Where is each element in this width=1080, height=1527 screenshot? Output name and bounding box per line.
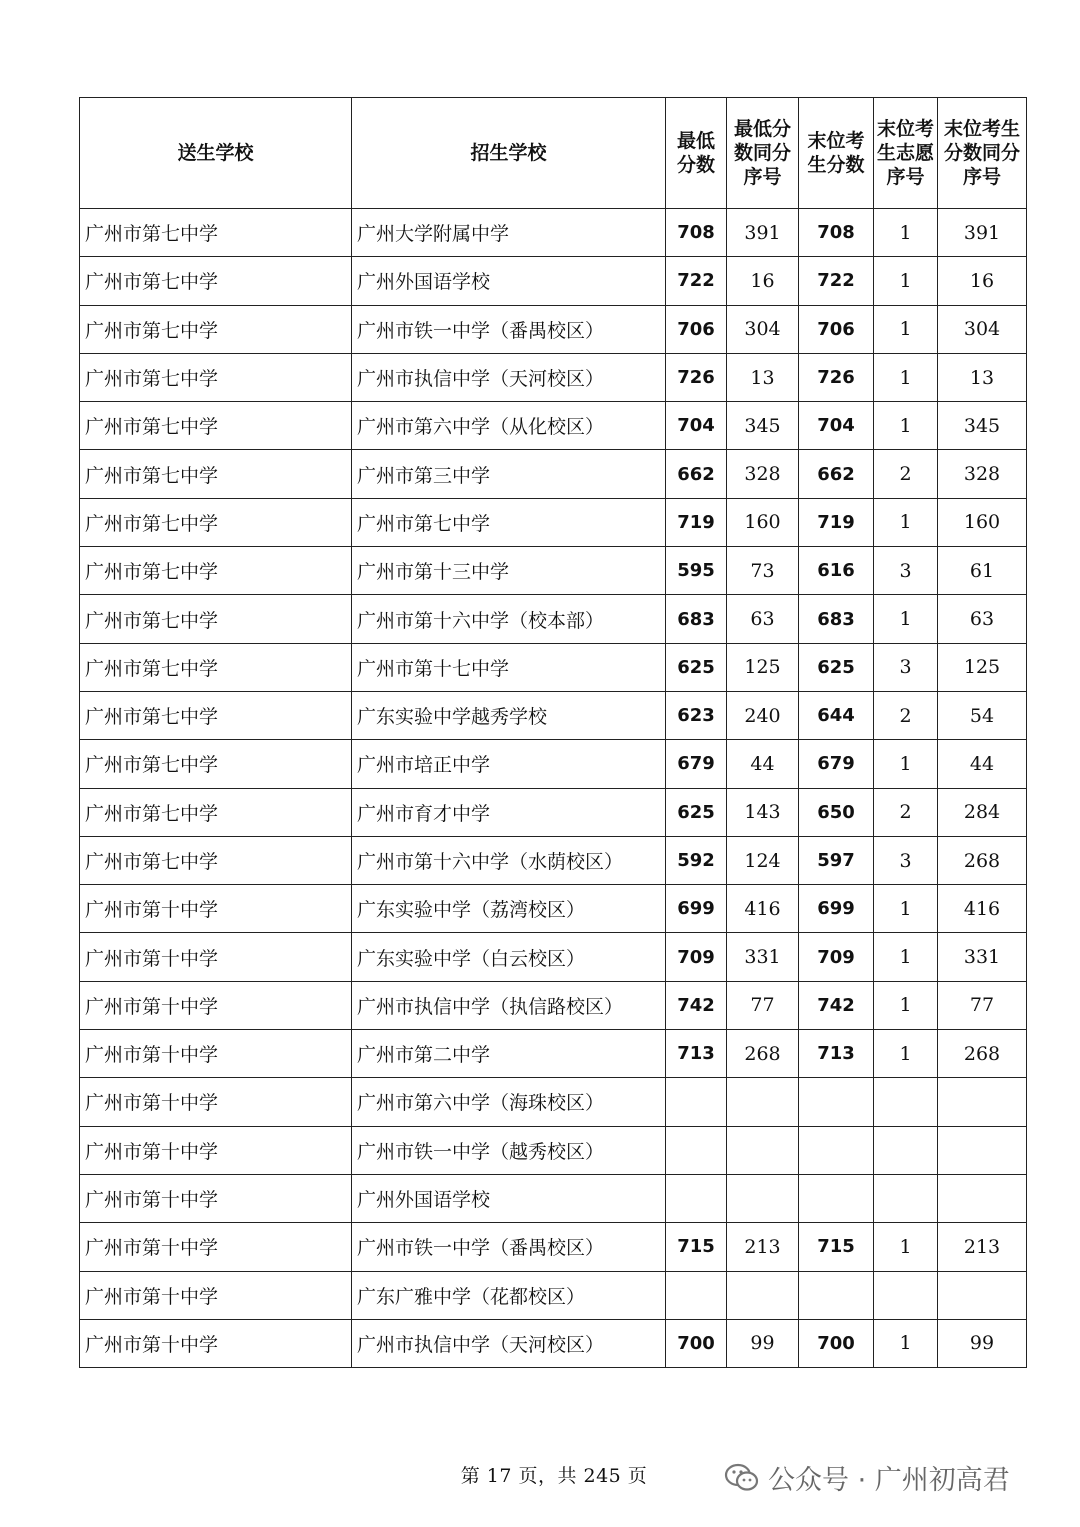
cell-sending-school: 广州市第七中学 bbox=[80, 836, 352, 884]
cell-last-score-rank: 268 bbox=[938, 836, 1027, 884]
cell-last-choice-order: 1 bbox=[874, 209, 938, 257]
cell-last-score-rank: 268 bbox=[938, 1030, 1027, 1078]
cell-min-score-rank bbox=[727, 1174, 799, 1222]
table-row bbox=[80, 1319, 1027, 1367]
cell-admitting-school: 广州外国语学校 bbox=[352, 1174, 666, 1222]
cell-last-score: 679 bbox=[799, 740, 874, 788]
cell-sending-school: 广州市第七中学 bbox=[80, 498, 352, 546]
watermark bbox=[724, 1458, 1010, 1497]
header-last-score: 末位考生分数 bbox=[799, 98, 874, 209]
cell-min-score: 706 bbox=[666, 305, 727, 353]
cell-min-score: 679 bbox=[666, 740, 727, 788]
cell-admitting-school: 广州市铁一中学（越秀校区） bbox=[352, 1126, 666, 1174]
cell-last-score: 704 bbox=[799, 402, 874, 450]
cell-min-score: 662 bbox=[666, 450, 727, 498]
cell-last-score: 713 bbox=[799, 1030, 874, 1078]
cell-last-score-rank: 125 bbox=[938, 643, 1027, 691]
cell-last-score-rank: 77 bbox=[938, 981, 1027, 1029]
cell-last-score bbox=[799, 1078, 874, 1126]
cell-last-choice-order bbox=[874, 1271, 938, 1319]
cell-last-score: 662 bbox=[799, 450, 874, 498]
cell-sending-school: 广州市第十中学 bbox=[80, 1126, 352, 1174]
cell-admitting-school: 广州市第十六中学（校本部） bbox=[352, 595, 666, 643]
cell-admitting-school: 广东实验中学越秀学校 bbox=[352, 691, 666, 739]
cell-min-score: 719 bbox=[666, 498, 727, 546]
cell-min-score bbox=[666, 1078, 727, 1126]
admission-table bbox=[79, 97, 1027, 1368]
cell-admitting-school: 广州市育才中学 bbox=[352, 788, 666, 836]
cell-min-score-rank: 124 bbox=[727, 836, 799, 884]
table-row bbox=[80, 595, 1027, 643]
table-row bbox=[80, 1271, 1027, 1319]
cell-min-score: 683 bbox=[666, 595, 727, 643]
table-row bbox=[80, 885, 1027, 933]
cell-sending-school: 广州市第十中学 bbox=[80, 981, 352, 1029]
cell-sending-school: 广州市第七中学 bbox=[80, 353, 352, 401]
cell-sending-school: 广州市第七中学 bbox=[80, 691, 352, 739]
cell-last-choice-order: 1 bbox=[874, 498, 938, 546]
table-row bbox=[80, 547, 1027, 595]
cell-admitting-school: 广州市第六中学（从化校区） bbox=[352, 402, 666, 450]
cell-sending-school: 广州市第七中学 bbox=[80, 740, 352, 788]
cell-min-score: 700 bbox=[666, 1319, 727, 1367]
cell-admitting-school: 广州市执信中学（天河校区） bbox=[352, 1319, 666, 1367]
header-admitting-school: 招生学校 bbox=[352, 98, 666, 209]
cell-last-choice-order: 1 bbox=[874, 981, 938, 1029]
cell-last-score: 625 bbox=[799, 643, 874, 691]
cell-last-choice-order: 1 bbox=[874, 305, 938, 353]
watermark-text: 公众号 · 广州初高君 bbox=[768, 1465, 1010, 1496]
cell-min-score: 704 bbox=[666, 402, 727, 450]
cell-sending-school: 广州市第十中学 bbox=[80, 933, 352, 981]
cell-min-score-rank: 125 bbox=[727, 643, 799, 691]
cell-min-score-rank: 345 bbox=[727, 402, 799, 450]
cell-last-score-rank: 13 bbox=[938, 353, 1027, 401]
cell-last-choice-order bbox=[874, 1126, 938, 1174]
cell-admitting-school: 广州市第十六中学（水荫校区） bbox=[352, 836, 666, 884]
cell-last-score-rank: 345 bbox=[938, 402, 1027, 450]
cell-last-score-rank: 61 bbox=[938, 547, 1027, 595]
cell-min-score-rank bbox=[727, 1126, 799, 1174]
cell-last-score-rank: 328 bbox=[938, 450, 1027, 498]
cell-last-score bbox=[799, 1174, 874, 1222]
cell-sending-school: 广州市第七中学 bbox=[80, 547, 352, 595]
cell-last-score: 709 bbox=[799, 933, 874, 981]
header-last-score-rank: 末位考生分数同分序号 bbox=[938, 98, 1027, 209]
cell-last-score: 650 bbox=[799, 788, 874, 836]
cell-last-score: 700 bbox=[799, 1319, 874, 1367]
cell-sending-school: 广州市第十中学 bbox=[80, 1319, 352, 1367]
cell-last-score: 722 bbox=[799, 257, 874, 305]
cell-min-score-rank: 160 bbox=[727, 498, 799, 546]
cell-last-choice-order: 3 bbox=[874, 836, 938, 884]
cell-min-score: 722 bbox=[666, 257, 727, 305]
cell-last-choice-order: 1 bbox=[874, 1223, 938, 1271]
cell-min-score: 595 bbox=[666, 547, 727, 595]
cell-min-score: 709 bbox=[666, 933, 727, 981]
cell-sending-school: 广州市第十中学 bbox=[80, 885, 352, 933]
table-row bbox=[80, 498, 1027, 546]
cell-min-score-rank: 240 bbox=[727, 691, 799, 739]
table-row bbox=[80, 450, 1027, 498]
cell-last-score-rank bbox=[938, 1174, 1027, 1222]
cell-sending-school: 广州市第七中学 bbox=[80, 643, 352, 691]
cell-min-score: 592 bbox=[666, 836, 727, 884]
cell-min-score-rank: 268 bbox=[727, 1030, 799, 1078]
cell-last-score-rank: 391 bbox=[938, 209, 1027, 257]
header-min-score-rank: 最低分数同分序号 bbox=[727, 98, 799, 209]
cell-last-choice-order: 1 bbox=[874, 257, 938, 305]
cell-last-choice-order: 3 bbox=[874, 643, 938, 691]
table-row bbox=[80, 1030, 1027, 1078]
cell-admitting-school: 广州市第七中学 bbox=[352, 498, 666, 546]
cell-min-score bbox=[666, 1126, 727, 1174]
cell-min-score: 742 bbox=[666, 981, 727, 1029]
cell-last-score: 699 bbox=[799, 885, 874, 933]
cell-min-score-rank: 99 bbox=[727, 1319, 799, 1367]
table-header-row bbox=[80, 98, 1027, 209]
table-row bbox=[80, 933, 1027, 981]
cell-min-score-rank: 44 bbox=[727, 740, 799, 788]
table-row bbox=[80, 353, 1027, 401]
table-row bbox=[80, 402, 1027, 450]
cell-min-score bbox=[666, 1174, 727, 1222]
cell-min-score: 708 bbox=[666, 209, 727, 257]
table-row bbox=[80, 740, 1027, 788]
cell-last-score: 715 bbox=[799, 1223, 874, 1271]
cell-sending-school: 广州市第十中学 bbox=[80, 1078, 352, 1126]
cell-admitting-school: 广州市第二中学 bbox=[352, 1030, 666, 1078]
cell-last-score: 708 bbox=[799, 209, 874, 257]
cell-admitting-school: 广州市执信中学（执信路校区） bbox=[352, 981, 666, 1029]
cell-min-score: 713 bbox=[666, 1030, 727, 1078]
cell-min-score-rank: 304 bbox=[727, 305, 799, 353]
cell-sending-school: 广州市第七中学 bbox=[80, 788, 352, 836]
cell-admitting-school: 广东实验中学（白云校区） bbox=[352, 933, 666, 981]
cell-admitting-school: 广州市第十三中学 bbox=[352, 547, 666, 595]
cell-last-score-rank: 284 bbox=[938, 788, 1027, 836]
cell-min-score-rank: 73 bbox=[727, 547, 799, 595]
cell-admitting-school: 广东实验中学（荔湾校区） bbox=[352, 885, 666, 933]
cell-admitting-school: 广州市执信中学（天河校区） bbox=[352, 353, 666, 401]
cell-min-score-rank: 63 bbox=[727, 595, 799, 643]
cell-last-score bbox=[799, 1271, 874, 1319]
cell-sending-school: 广州市第七中学 bbox=[80, 402, 352, 450]
cell-min-score-rank: 213 bbox=[727, 1223, 799, 1271]
table-row bbox=[80, 691, 1027, 739]
cell-admitting-school: 广州大学附属中学 bbox=[352, 209, 666, 257]
cell-admitting-school: 广州市第六中学（海珠校区） bbox=[352, 1078, 666, 1126]
cell-min-score-rank bbox=[727, 1271, 799, 1319]
table-row bbox=[80, 1223, 1027, 1271]
cell-admitting-school: 广州市培正中学 bbox=[352, 740, 666, 788]
cell-last-score-rank bbox=[938, 1078, 1027, 1126]
cell-min-score: 715 bbox=[666, 1223, 727, 1271]
table-row bbox=[80, 209, 1027, 257]
cell-sending-school: 广州市第七中学 bbox=[80, 209, 352, 257]
cell-min-score-rank: 143 bbox=[727, 788, 799, 836]
cell-last-choice-order bbox=[874, 1078, 938, 1126]
cell-last-score: 616 bbox=[799, 547, 874, 595]
cell-last-score-rank: 213 bbox=[938, 1223, 1027, 1271]
cell-last-score-rank: 44 bbox=[938, 740, 1027, 788]
cell-last-score-rank: 54 bbox=[938, 691, 1027, 739]
cell-last-score: 644 bbox=[799, 691, 874, 739]
cell-last-score-rank: 331 bbox=[938, 933, 1027, 981]
cell-last-choice-order: 1 bbox=[874, 353, 938, 401]
cell-last-choice-order: 3 bbox=[874, 547, 938, 595]
cell-admitting-school: 广州外国语学校 bbox=[352, 257, 666, 305]
table-row bbox=[80, 643, 1027, 691]
cell-last-choice-order: 2 bbox=[874, 691, 938, 739]
table-row bbox=[80, 788, 1027, 836]
table-row bbox=[80, 257, 1027, 305]
cell-last-score bbox=[799, 1126, 874, 1174]
cell-last-choice-order: 1 bbox=[874, 1030, 938, 1078]
cell-last-choice-order: 1 bbox=[874, 595, 938, 643]
wechat-icon bbox=[724, 1462, 760, 1494]
cell-min-score bbox=[666, 1271, 727, 1319]
cell-admitting-school: 广州市铁一中学（番禺校区） bbox=[352, 305, 666, 353]
cell-last-score: 706 bbox=[799, 305, 874, 353]
cell-min-score-rank: 77 bbox=[727, 981, 799, 1029]
table-row bbox=[80, 1078, 1027, 1126]
cell-sending-school: 广州市第十中学 bbox=[80, 1271, 352, 1319]
cell-last-choice-order: 1 bbox=[874, 933, 938, 981]
cell-last-choice-order: 1 bbox=[874, 402, 938, 450]
cell-sending-school: 广州市第十中学 bbox=[80, 1174, 352, 1222]
table-row bbox=[80, 981, 1027, 1029]
cell-admitting-school: 广州市第十七中学 bbox=[352, 643, 666, 691]
header-min-score: 最低分数 bbox=[666, 98, 727, 209]
cell-min-score: 726 bbox=[666, 353, 727, 401]
cell-min-score-rank: 13 bbox=[727, 353, 799, 401]
cell-last-choice-order: 1 bbox=[874, 740, 938, 788]
table-row bbox=[80, 1126, 1027, 1174]
cell-admitting-school: 广东广雅中学（花都校区） bbox=[352, 1271, 666, 1319]
table-row bbox=[80, 305, 1027, 353]
cell-last-score: 726 bbox=[799, 353, 874, 401]
cell-min-score-rank: 416 bbox=[727, 885, 799, 933]
cell-last-choice-order: 2 bbox=[874, 450, 938, 498]
header-last-choice-order: 末位考生志愿序号 bbox=[874, 98, 938, 209]
cell-admitting-school: 广州市第三中学 bbox=[352, 450, 666, 498]
cell-last-score-rank: 160 bbox=[938, 498, 1027, 546]
cell-sending-school: 广州市第十中学 bbox=[80, 1030, 352, 1078]
cell-min-score: 699 bbox=[666, 885, 727, 933]
cell-last-score-rank: 416 bbox=[938, 885, 1027, 933]
admission-table-container bbox=[79, 97, 1026, 1368]
cell-min-score-rank: 328 bbox=[727, 450, 799, 498]
cell-min-score-rank bbox=[727, 1078, 799, 1126]
cell-last-score-rank: 16 bbox=[938, 257, 1027, 305]
cell-last-score: 683 bbox=[799, 595, 874, 643]
cell-sending-school: 广州市第七中学 bbox=[80, 595, 352, 643]
cell-last-choice-order: 1 bbox=[874, 885, 938, 933]
cell-last-score-rank: 99 bbox=[938, 1319, 1027, 1367]
cell-sending-school: 广州市第七中学 bbox=[80, 450, 352, 498]
cell-min-score: 623 bbox=[666, 691, 727, 739]
cell-last-score-rank: 304 bbox=[938, 305, 1027, 353]
cell-min-score-rank: 391 bbox=[727, 209, 799, 257]
cell-last-score: 597 bbox=[799, 836, 874, 884]
cell-sending-school: 广州市第七中学 bbox=[80, 305, 352, 353]
cell-last-score-rank bbox=[938, 1271, 1027, 1319]
table-row bbox=[80, 836, 1027, 884]
cell-last-choice-order: 2 bbox=[874, 788, 938, 836]
cell-min-score: 625 bbox=[666, 643, 727, 691]
cell-last-score-rank bbox=[938, 1126, 1027, 1174]
cell-last-score: 742 bbox=[799, 981, 874, 1029]
cell-min-score-rank: 331 bbox=[727, 933, 799, 981]
cell-sending-school: 广州市第七中学 bbox=[80, 257, 352, 305]
header-sending-school: 送生学校 bbox=[80, 98, 352, 209]
cell-min-score-rank: 16 bbox=[727, 257, 799, 305]
page-number: 第 17 页，共 245 页 bbox=[460, 1465, 648, 1487]
cell-last-choice-order: 1 bbox=[874, 1319, 938, 1367]
cell-sending-school: 广州市第十中学 bbox=[80, 1223, 352, 1271]
table-body bbox=[80, 209, 1027, 1368]
table-row bbox=[80, 1174, 1027, 1222]
cell-min-score: 625 bbox=[666, 788, 727, 836]
cell-last-score: 719 bbox=[799, 498, 874, 546]
cell-last-choice-order bbox=[874, 1174, 938, 1222]
cell-admitting-school: 广州市铁一中学（番禺校区） bbox=[352, 1223, 666, 1271]
cell-last-score-rank: 63 bbox=[938, 595, 1027, 643]
